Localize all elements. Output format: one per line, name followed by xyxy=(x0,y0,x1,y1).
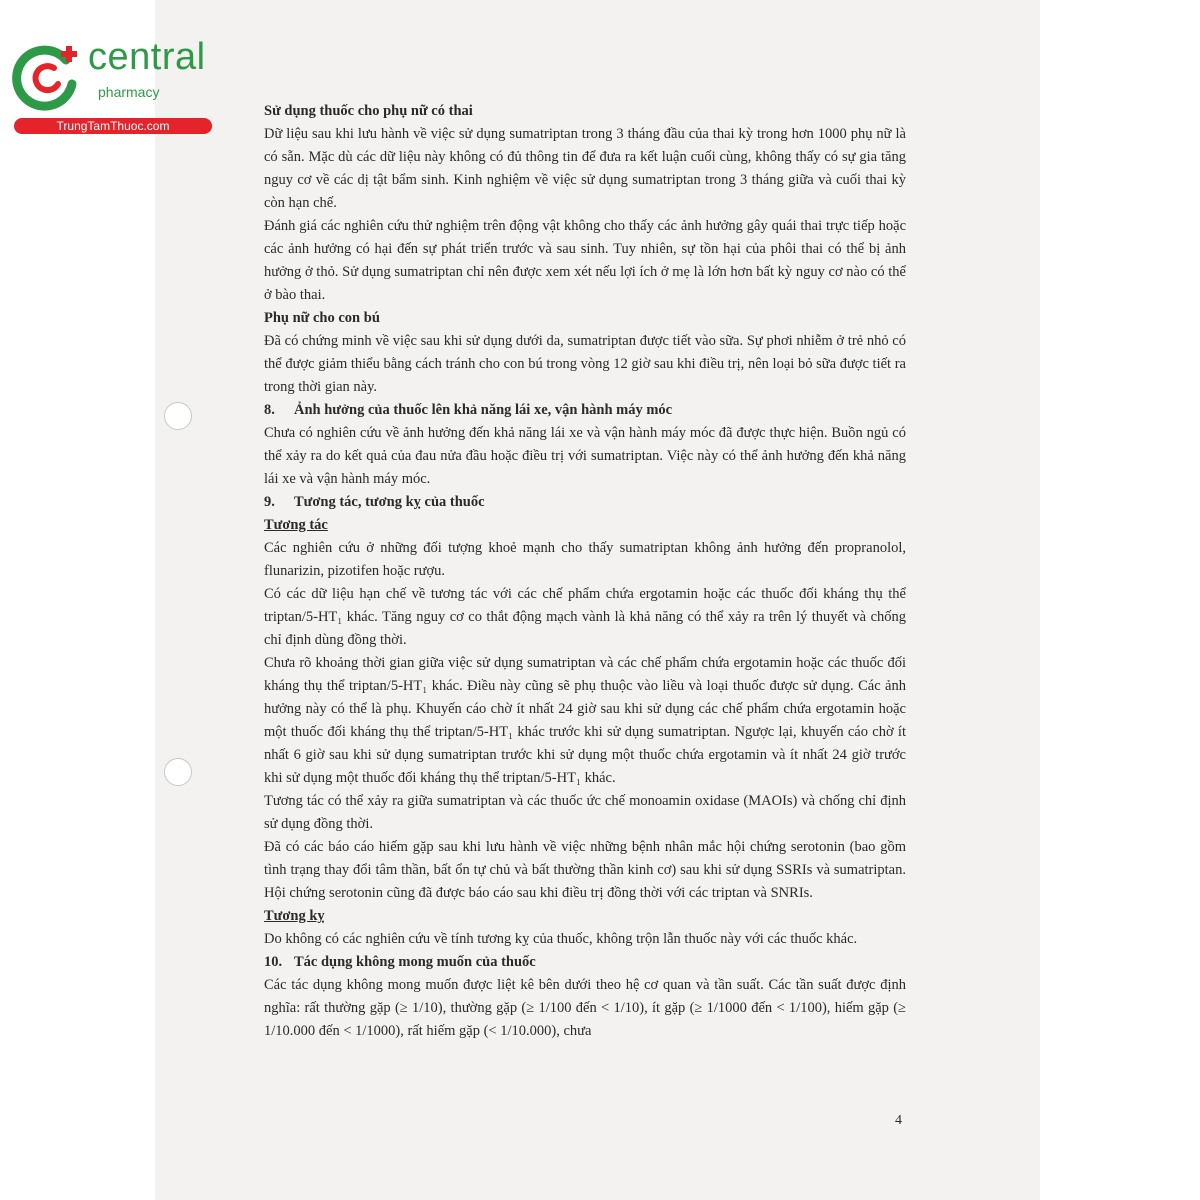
section-title: Tác dụng không mong muốn của thuốc xyxy=(294,954,536,970)
document-body xyxy=(264,100,906,1043)
paragraph: Do không có các nghiên cứu về tính tương kỵ của thuốc, không trộn lẫn thuốc này với các thuốc khác. xyxy=(264,931,858,947)
section-number: 9. xyxy=(264,494,275,510)
paragraph: Đã có các báo cáo hiếm gặp sau khi lưu hành về việc những bệnh nhân mắc hội chứng serotonin (bao gồm tình trạng thay đổi tâm thần, bất ổn tự chủ và bất thường thần kinh cơ) sau khi sử dụng SSRIs và sumatriptan. Hội chứng serotonin cũng đã được báo cáo sau khi điều trị đồng thời với các triptan và SNRIs. xyxy=(264,839,906,901)
section-number: 8. xyxy=(264,402,275,418)
numbered-section-heading xyxy=(264,491,906,514)
punch-hole xyxy=(164,402,192,430)
numbered-section-heading xyxy=(264,399,906,422)
paragraph: Đã có chứng minh về việc sau khi sử dụng dưới da, sumatriptan được tiết vào sữa. Sự phơi nhiễm ở trẻ nhỏ có thể được giảm thiểu bằng cách tránh cho con bú trong vòng 12 giờ sau khi điều trị, nên loại bỏ sữa được tiết ra trong thời gian này. xyxy=(264,333,906,395)
brand-site-link[interactable]: TrungTamThuoc.com xyxy=(14,118,212,134)
paragraph: Chưa có nghiên cứu về ảnh hưởng đến khả năng lái xe và vận hành máy móc đã được thực hiện. Buồn ngủ có thể xảy ra do kết quả của đau nửa đầu hoặc điều trị với sumatriptan. Việc này có thể ảnh hưởng đến khả năng lái xe và vận hành máy móc. xyxy=(264,425,906,487)
paragraph: Đánh giá các nghiên cứu thử nghiệm trên động vật không cho thấy các ảnh hưởng gây quái thai trực tiếp hoặc các ảnh hưởng có hại đến sự phát triển trước và sau sinh. Tuy nhiên, sự tồn hại của phôi thai có thể bị ảnh hưởng ở thỏ. Sử dụng sumatriptan chỉ nên được xem xét nếu lợi ích ở mẹ là lớn hơn bất kỳ nguy cơ nào có thể ở bào thai. xyxy=(264,218,906,303)
section-heading: Sử dụng thuốc cho phụ nữ có thai xyxy=(264,103,473,119)
paragraph: Các nghiên cứu ở những đối tượng khoẻ mạnh cho thấy sumatriptan không ảnh hưởng đến propranolol, flunarizin, pizotifen hoặc rượu. xyxy=(264,540,906,579)
numbered-section-heading xyxy=(264,951,906,974)
section-title: Tương tác, tương kỵ của thuốc xyxy=(294,494,485,510)
paragraph: Dữ liệu sau khi lưu hành về việc sử dụng sumatriptan trong 3 tháng đầu của thai kỳ trong hơn 1000 phụ nữ là có sẵn. Mặc dù các dữ liệu này không có đủ thông tin để đưa ra kết luận cuối cùng, không thấy có sự gia tăng nguy cơ về các dị tật bẩm sinh. Kinh nghiệm về việc sử dụng sumatriptan trong 3 tháng giữa và cuối thai kỳ còn hạn chế. xyxy=(264,126,906,211)
paragraph: Chưa rõ khoảng thời gian giữa việc sử dụng sumatriptan và các chế phẩm chứa ergotamin hoặc các thuốc đối kháng thụ thể triptan/5-HT₁ khác. Điều này cũng sẽ phụ thuộc vào liều và loại thuốc được sử dụng. Các ảnh hưởng này có thể là phụ. Khuyến cáo chờ ít nhất 24 giờ sau khi sử dụng các chế phẩm chứa ergotamin hoặc một thuốc đối kháng thụ thể triptan/5-HT₁ khác trước khi sử dụng sumatriptan. Ngược lại, khuyến cáo chờ ít nhất 6 giờ sau khi sử dụng sumatriptan trước khi sử dụng một thuốc chứa ergotamin và ít nhất 24 giờ trước khi sử dụng một thuốc đối kháng thụ thể triptan/5-HT₁ khác. xyxy=(264,655,906,786)
paragraph: Các tác dụng không mong muốn được liệt kê bên dưới theo hệ cơ quan và tần suất. Các tần suất được định nghĩa: rất thường gặp (≥ 1/10), thường gặp (≥ 1/100 đến < 1/10), ít gặp (≥ 1/1000 đến < 1/100), hiếm gặp (≥ 1/10.000 đến < 1/1000), rất hiếm gặp (< 1/10.000), chưa xyxy=(264,977,906,1039)
section-title: Ảnh hưởng của thuốc lên khả năng lái xe, vận hành máy móc xyxy=(294,402,673,418)
section-heading: Phụ nữ cho con bú xyxy=(264,310,380,326)
paragraph: Có các dữ liệu hạn chế về tương tác với các chế phẩm chứa ergotamin hoặc các thuốc đối kháng thụ thể triptan/5-HT₁ khác. Tăng nguy cơ co thắt động mạch vành là khả năng có thể xảy ra trên lý thuyết và chống chỉ định dùng đồng thời. xyxy=(264,586,906,648)
section-number: 10. xyxy=(264,954,283,970)
paragraph: Tương tác có thể xảy ra giữa sumatriptan và các thuốc ức chế monoamin oxidase (MAOIs) và chống chỉ định sử dụng đồng thời. xyxy=(264,793,906,832)
brand-logo[interactable] xyxy=(10,38,215,138)
brand-name: central xyxy=(88,36,206,78)
subsection-heading: Tương tác xyxy=(264,517,328,533)
brand-logo-mark-icon xyxy=(10,40,86,116)
page-number: 4 xyxy=(895,1113,902,1128)
brand-subtitle: pharmacy xyxy=(98,84,160,100)
subsection-heading: Tương kỵ xyxy=(264,908,325,924)
punch-hole xyxy=(164,758,192,786)
